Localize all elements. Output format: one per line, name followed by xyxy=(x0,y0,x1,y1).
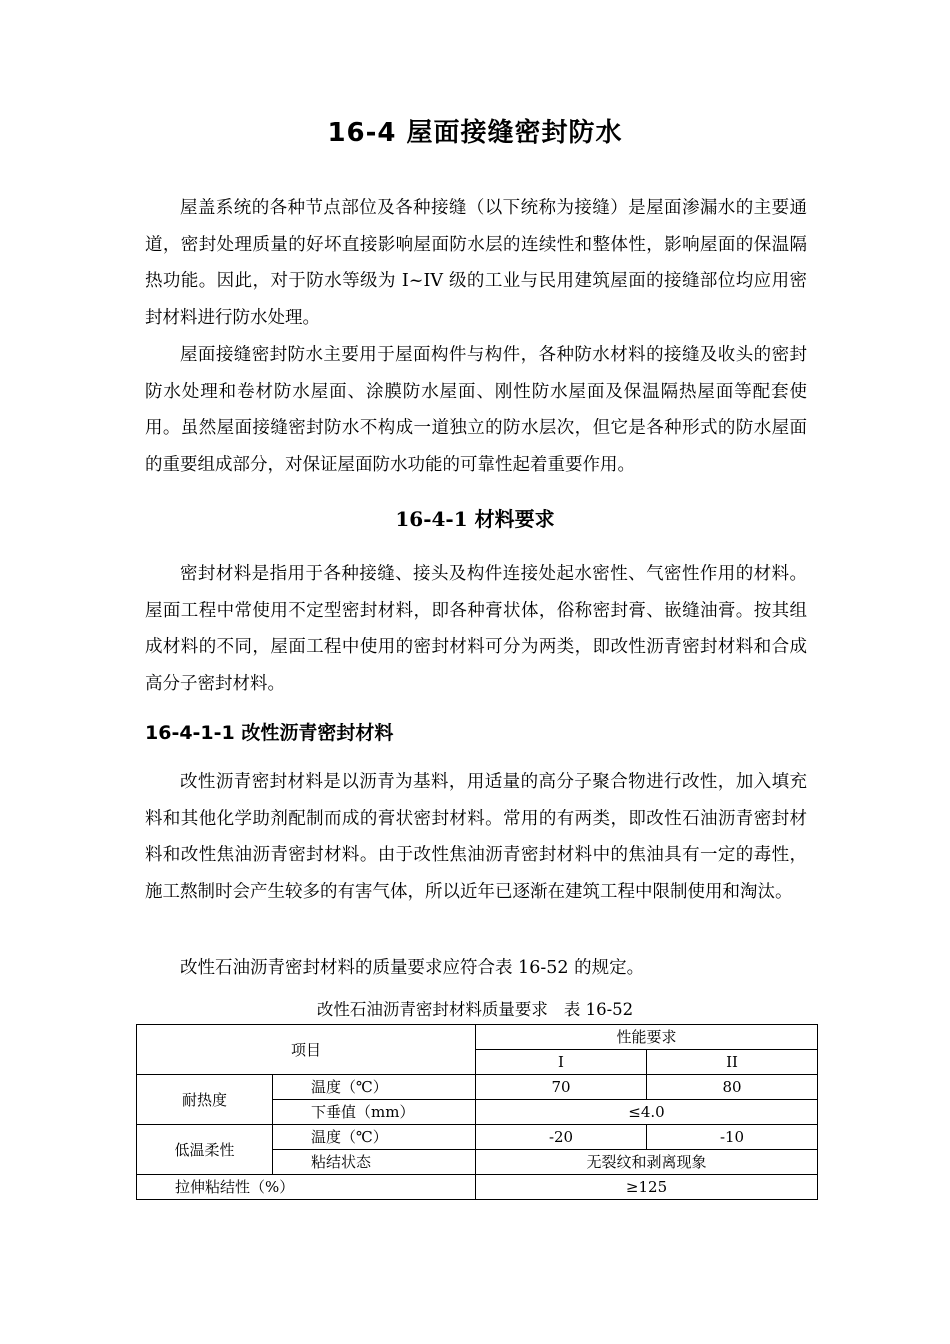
header-item: 项目 xyxy=(137,1025,476,1075)
table-caption-number: 表 16-52 xyxy=(563,1000,634,1019)
heat-temp-grade-1: 70 xyxy=(476,1075,647,1100)
low-temp-flexibility-label: 低温柔性 xyxy=(137,1125,273,1175)
section1-paragraph: 密封材料是指用于各种接缝、接头及构件连接处起水密性、气密性作用的材料。屋面工程中常使用不定型密封材料，即各种膏状体，俗称密封膏、嵌缝油膏。按其组成材料的不同，屋面工程中使用的密封材料可分为两类，即改性沥青密封材料和合成高分子密封材料。 xyxy=(145,564,807,694)
intro-paragraph-1: 屋盖系统的各种节点部位及各种接缝（以下统称为接缝）是屋面渗漏水的主要通道，密封处理质量的好坏直接影响屋面防水层的连续性和整体性，影响屋面的保温隔热功能。因此，对于防水等级为 I~IV 级的工业与民用建筑屋面的接缝部位均应用密封材料进行防水处理。 xyxy=(145,198,807,328)
section2-paragraph-2: 改性石油沥青密封材料的质量要求应符合表 16-52 的规定。 xyxy=(180,958,645,978)
heat-temp-grade-2: 80 xyxy=(647,1075,818,1100)
table-caption xyxy=(0,996,950,1020)
heat-temp-label: 温度（℃） xyxy=(273,1075,476,1100)
table-row xyxy=(137,1175,818,1200)
quality-requirements-table xyxy=(136,1024,818,1200)
heat-resistance-label: 耐热度 xyxy=(137,1075,273,1125)
sag-label: 下垂值（mm） xyxy=(273,1100,476,1125)
table-row xyxy=(137,1075,818,1100)
table-header-row xyxy=(137,1025,818,1050)
intro-paragraph-2: 屋面接缝密封防水主要用于屋面构件与构件，各种防水材料的接缝及收头的密封防水处理和卷材防水屋面、涂膜防水屋面、刚性防水屋面及保温隔热屋面等配套使用。虽然屋面接缝密封防水不构成一道独立的防水层次，但它是各种形式的防水屋面的重要组成部分，对保证屋面防水功能的可靠性起着重要作用。 xyxy=(145,345,807,475)
table-row xyxy=(137,1125,818,1150)
section-heading-16-4-1: 16-4-1 材料要求 xyxy=(395,507,555,531)
header-grade-2: II xyxy=(647,1050,818,1075)
header-grade-1: I xyxy=(476,1050,647,1075)
bond-state-value: 无裂纹和剥离现象 xyxy=(476,1150,818,1175)
header-performance: 性能要求 xyxy=(476,1025,818,1050)
cold-temp-grade-1: -20 xyxy=(476,1125,647,1150)
subsection-heading-16-4-1-1: 16-4-1-1 改性沥青密封材料 xyxy=(145,722,394,744)
sag-value: ≤4.0 xyxy=(476,1100,818,1125)
bond-state-label: 粘结状态 xyxy=(273,1150,476,1175)
page-title: 16-4 屋面接缝密封防水 xyxy=(327,118,623,148)
section2-paragraph-1: 改性沥青密封材料是以沥青为基料，用适量的高分子聚合物进行改性，加入填充料和其他化学助剂配制而成的膏状密封材料。常用的有两类，即改性石油沥青密封材料和改性焦油沥青密封材料。由于改性焦油沥青密封材料中的焦油具有一定的毒性，施工熬制时会产生较多的有害气体，所以近年已逐渐在建筑工程中限制使用和淘汰。 xyxy=(145,772,807,902)
table-caption-title: 改性石油沥青密封材料质量要求 xyxy=(316,1000,548,1019)
tensile-bond-value: ≥125 xyxy=(476,1175,818,1200)
tensile-bond-label: 拉伸粘结性（%） xyxy=(137,1175,476,1200)
cold-temp-label: 温度（℃） xyxy=(273,1125,476,1150)
cold-temp-grade-2: -10 xyxy=(647,1125,818,1150)
